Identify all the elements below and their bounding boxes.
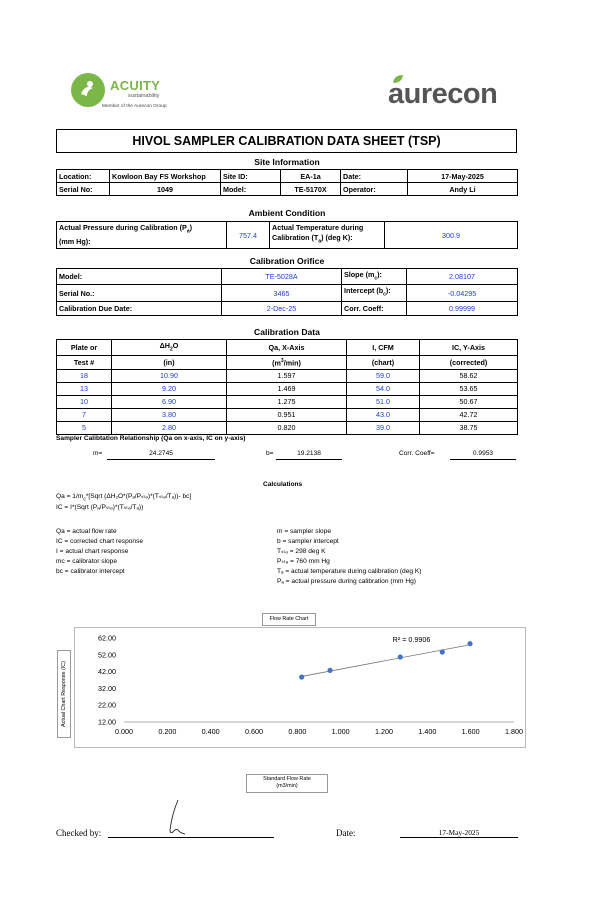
cell-qa: 1.275 [227, 395, 347, 408]
operator-value: Andy Li [408, 183, 518, 196]
legend-item: b = sampler intercept [277, 538, 339, 545]
slope-label: Slope $(m_c)$: [342, 269, 407, 285]
acuity-logo [70, 70, 180, 112]
acuity-member: Member of the Aurecon Group [102, 104, 167, 109]
acuity-mark-icon [70, 72, 106, 108]
equation-ic: IC = I*(Sqrt (Pₐ/Pₛₜₔ)*(Tₛₜₔ/Tₐ)) [56, 504, 144, 511]
cell-qa: 0.951 [227, 408, 347, 421]
equation-qa: $Qa = 1/m_c*[Sqrt$ (ΔH₂O*(Pₐ/Pₛₜₔ)*(Tₛₜₔ/Tₐ))- bᴄ] [56, 493, 192, 503]
x-tick-label: 0.000 [115, 727, 133, 736]
title-box [56, 129, 517, 153]
col-i-sub: (chart) [347, 356, 420, 369]
col-qa-header: Qa, X-Axis [227, 340, 347, 356]
temperature-value: 300.9 [385, 222, 518, 249]
ambient-table [56, 221, 518, 249]
cell-ic: 42.72 [420, 408, 518, 421]
corr-value: 0.9953 [472, 450, 494, 457]
data-point [299, 674, 304, 679]
relationship-heading: Sampler Calibtation Relationship (Qa on x-axis, IC on y-axis) [56, 435, 246, 442]
cell-plate: 18 [57, 369, 112, 382]
b-label: b= [266, 450, 274, 457]
cell-ic: 38.75 [420, 421, 518, 434]
cal-data-heading: Calibration Data [254, 327, 320, 337]
y-tick-label: 62.00 [98, 633, 116, 643]
legend-item: I = actual chart response [56, 548, 129, 555]
table-row [57, 369, 518, 382]
page-title: HIVOL SAMPLER CALIBRATION DATA SHEET (TSP) [132, 134, 441, 148]
col-qa-sub: $(m^3/\min)$ [227, 356, 347, 369]
m-label: m= [93, 450, 103, 457]
cell-qa: 0.820 [227, 421, 347, 434]
cell-i: 54.0 [347, 382, 420, 395]
x-tick-label: 1.000 [331, 727, 350, 736]
intercept-value: -0.04295 [407, 285, 518, 301]
date-label: Date: [341, 170, 408, 183]
y-tick-label: 42.00 [98, 667, 116, 677]
location-label: Location: [57, 170, 110, 183]
orifice-model-value: TE-5028A [222, 269, 342, 285]
col-i-header: I, CFM [347, 340, 420, 356]
data-point [440, 649, 445, 654]
acuity-sub: sustainability [128, 93, 160, 99]
x-tick-label: 1.200 [375, 727, 393, 736]
y-axis-label: Actual Chart Response (IC) [61, 661, 67, 727]
legend-item: Qa = actual flow rate [56, 528, 117, 535]
pressure-label: Actual Pressure during Calibration $(P_a)$ (mm Hg): [57, 222, 227, 249]
signature-icon [160, 798, 190, 838]
site-info-heading: Site Information [254, 157, 320, 167]
x-axis-label-line1: Standard Flow Rate [263, 776, 311, 782]
table-row [57, 421, 518, 434]
x-tick-label: 0.800 [288, 727, 307, 736]
due-date-label: Calibration Due Date: [57, 301, 222, 315]
orifice-heading: Calibration Orifice [249, 256, 325, 266]
cell-ic: 53.65 [420, 382, 518, 395]
footer-date-line [400, 837, 518, 838]
orifice-serial-label: Serial No.: [57, 285, 222, 301]
data-point [398, 654, 403, 659]
legend-item: Tₛₜₔ = 298 deg K [277, 548, 326, 555]
site-info-table [56, 169, 518, 196]
m-value: 24.2745 [149, 450, 173, 457]
cell-dh: 6.90 [112, 395, 227, 408]
flow-rate-chart [82, 630, 522, 745]
x-axis-label-line2: (m3/min) [276, 783, 298, 789]
legend-item: IC = corrected chart response [56, 538, 144, 545]
r-squared-annotation: R² = 0.9906 [392, 635, 431, 645]
x-tick-label: 1.800 [505, 727, 523, 736]
corr-label: Corr. Coeff= [399, 450, 435, 457]
x-tick-label: 0.600 [245, 727, 263, 736]
col-ic-sub: (corrected) [420, 356, 518, 369]
legend-item: mᴄ = calibrator slope [56, 558, 118, 565]
ambient-heading: Ambient Condition [248, 208, 326, 218]
col-dh-header: $\Delta H_2O$ [112, 340, 227, 356]
footer-date-label: Date: [336, 828, 356, 838]
legend-item: Tₐ = actual temperature during calibration (deg K) [277, 568, 422, 575]
table-row [57, 408, 518, 421]
x-axis-label-box [246, 774, 328, 793]
cell-i: 43.0 [347, 408, 420, 421]
cell-dh: 2.80 [112, 421, 227, 434]
slope-value: 2.08107 [407, 269, 518, 285]
checked-by-label: Checked by: [56, 828, 102, 838]
x-tick-label: 0.200 [158, 727, 177, 736]
corr-underline [450, 459, 516, 460]
location-value: Kowloon Bay FS Workshop [110, 170, 221, 183]
calculations-heading: Calculations [263, 481, 303, 488]
cal-data-table [56, 339, 518, 435]
table-row [57, 382, 518, 395]
data-point [467, 641, 472, 646]
x-tick-label: 0.400 [201, 727, 220, 736]
aurecon-logo [388, 74, 518, 114]
footer-date-value: 17-May-2025 [438, 828, 480, 837]
model-label: Model: [221, 183, 281, 196]
legend-item: bᴄ = calibrator intercept [56, 568, 125, 575]
acuity-name: ACUITY [110, 78, 161, 93]
col-ic-header: IC, Y-Axis [420, 340, 518, 356]
cell-plate: 13 [57, 382, 112, 395]
y-axis-label-box [57, 650, 71, 738]
operator-label: Operator: [341, 183, 408, 196]
y-tick-label: 22.00 [98, 700, 116, 710]
x-tick-label: 1.600 [461, 727, 480, 736]
site-id-label: Site ID: [221, 170, 281, 183]
y-tick-label: 32.00 [98, 683, 116, 693]
corr-coeff-value: 0.99999 [407, 301, 518, 315]
data-point [327, 668, 332, 673]
cell-qa: 1.597 [227, 369, 347, 382]
checked-by-line [108, 837, 274, 838]
orifice-table [56, 268, 518, 316]
cell-i: 51.0 [347, 395, 420, 408]
legend-item: m = sampler slope [277, 528, 332, 535]
chart-title: Flow Rate Chart [269, 616, 309, 622]
col-plate-sub: Test # [57, 356, 112, 369]
orifice-model-label: Model: [57, 269, 222, 285]
m-underline [107, 459, 215, 460]
site-id-value: EA-1a [281, 170, 341, 183]
aurecon-name: aurecon [388, 78, 498, 110]
temperature-label: Actual Temperature during Calibration $(T_a)$ (deg K): [270, 222, 385, 249]
due-date-value: 2-Dec-25 [222, 301, 342, 315]
b-underline [276, 459, 342, 460]
corr-coeff-label: Corr. Coeff: [342, 301, 407, 315]
legend-right [277, 527, 421, 587]
table-row [57, 395, 518, 408]
chart-title-box [262, 613, 316, 626]
cell-ic: 50.67 [420, 395, 518, 408]
cell-qa: 1.469 [227, 382, 347, 395]
legend-left [56, 527, 143, 577]
y-tick-label: 12.00 [98, 717, 116, 727]
cell-i: 59.0 [347, 369, 420, 382]
intercept-label: Intercept $(b_c)$: [342, 285, 407, 301]
cell-dh: 10.90 [112, 369, 227, 382]
b-value: 19.2138 [297, 450, 321, 457]
cell-plate: 10 [57, 395, 112, 408]
cell-plate: 7 [57, 408, 112, 421]
serial-label: Serial No: [57, 183, 110, 196]
y-tick-label: 52.00 [98, 650, 116, 660]
legend-item: Pₛₜₔ = 760 mm Hg [277, 558, 330, 565]
col-dh-sub: (in) [112, 356, 227, 369]
model-value: TE-5170X [281, 183, 341, 196]
pressure-value: 757.4 [227, 222, 270, 249]
cell-plate: 5 [57, 421, 112, 434]
date-value: 17-May-2025 [408, 170, 518, 183]
col-plate-header: Plate or [57, 340, 112, 356]
cell-dh: 9.20 [112, 382, 227, 395]
legend-item: Pₐ = actual pressure during calibration (mm Hg) [277, 578, 416, 585]
orifice-serial-value: 3465 [222, 285, 342, 301]
serial-value: 1049 [110, 183, 221, 196]
x-tick-label: 1.400 [418, 727, 437, 736]
cell-i: 39.0 [347, 421, 420, 434]
cell-dh: 3.80 [112, 408, 227, 421]
trendline [302, 645, 470, 677]
cell-ic: 58.62 [420, 369, 518, 382]
